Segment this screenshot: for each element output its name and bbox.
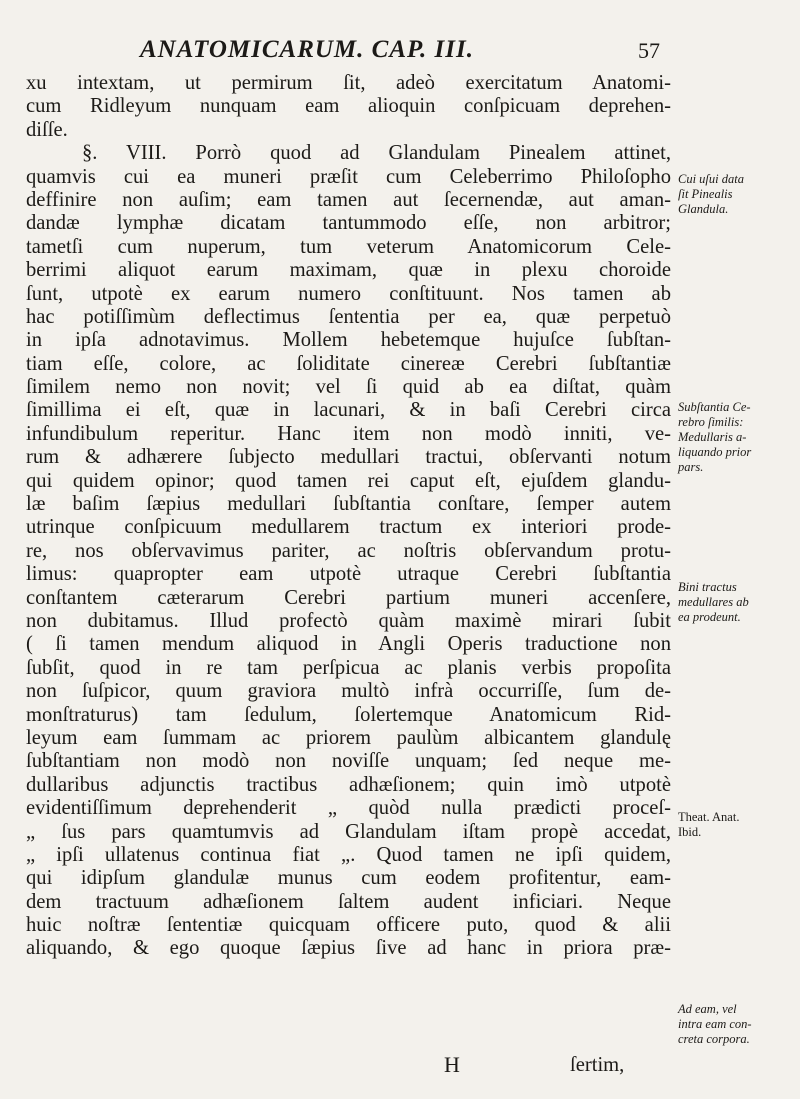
text-line: ſubſtantiam non modò non noviſſe unquam; ſed neque me- — [26, 750, 671, 773]
text-line: in ipſa adnotavimus. Mollem hebetemque hujuſce ſubſtan- — [26, 329, 671, 352]
text-line: ( ſi tamen mendum aliquod in Angli Operis traductione non — [26, 633, 671, 656]
text-line: qui quidem opinor; quod tamen rei caput eſt, ejuſdem glandu- — [26, 469, 671, 492]
text-line: monſtraturus) tam ſedulum, ſolertemque Anatomicum Rid- — [26, 703, 671, 726]
text-line: aliquando, & ego quoque ſæpius ſive ad hanc in priora præ- — [26, 937, 671, 960]
text-line: diſſe. — [26, 118, 68, 141]
page-footer — [0, 1052, 800, 1082]
signature-mark: H — [444, 1052, 460, 1077]
text-line: leyum eam ſummam ac priorem paulùm albicantem glandulę — [26, 726, 671, 749]
main-text-block — [26, 72, 671, 961]
margin-note-substance: Subſtantia Ce- rebro ſimilis: Medullaris a- liquando prior pars. — [678, 400, 752, 474]
text-line: dandæ lymphæ dicatam tantummodo eſſe, non arbitror; — [26, 212, 671, 235]
text-line: xu intextam, ut permirum ſit, adeò exercitatum Anatomi- — [26, 72, 671, 94]
text-line: §. VIII. Porrò quod ad Glandulam Pinealem attinet, — [82, 142, 671, 165]
running-head: ANATOMICARUM. CAP. III. — [140, 36, 474, 63]
text-line: hac potiſſimùm deflectimus ſententia per ea, quæ perpetuò — [26, 305, 671, 328]
text-line: „ ipſi ullatenus continua fiat „. Quod tamen ne ipſi quidem, — [26, 843, 671, 866]
text-line: ſubſit, quod in re tam perſpicua ac planis verbis propoſita — [26, 656, 671, 679]
text-line: infundibulum reperitur. Hanc item non modò inniti, ve- — [26, 422, 671, 445]
text-line: dem tractuum adhæſionem ſaltem audent inficiari. Neque — [26, 890, 671, 913]
text-line: dullaribus adjunctis tractibus adhæſionem; quin imò utpotè — [26, 773, 671, 796]
text-line: læ baſim ſæpius medullari ſubſtantia conſtare, ſemper autem — [26, 493, 671, 516]
margin-note-concretions: Ad eam, vel intra eam con- creta corpora. — [678, 1002, 752, 1046]
text-line: huic noſtræ ſententiæ quicquam officere puto, quod & alii — [26, 914, 671, 937]
text-line: conſtantem cæterarum Cerebri partium muneri accenſere, — [26, 586, 671, 609]
margin-note-reference: Theat. Anat. Ibid. — [678, 810, 740, 839]
text-line: deffinire non auſim; eam tamen aut ſecernendæ, aut aman- — [26, 188, 671, 211]
text-line: tiam eſſe, colore, ac ſoliditate cinereæ Cerebri ſubſtantiæ — [26, 352, 671, 375]
text-line: evidentiſſimum deprehenderit „ quòd nulla prædicti proceſ- — [26, 797, 671, 820]
page-number: 57 — [638, 38, 660, 63]
text-line: quamvis cui ea muneri præſit cum Celeberrimo Philoſopho — [26, 165, 671, 188]
text-line: ſimillima ei eſt, quæ in lacunari, & in baſi Cerebri circa — [26, 399, 671, 422]
text-line: utrinque conſpicuum medullarem tractum ex interiori prode- — [26, 516, 671, 539]
text-line: non dubitamus. Illud profectò quàm maximè mirari ſubit — [26, 609, 671, 632]
text-line: berrimi aliquot earum maximam, quæ in plexu choroide — [26, 259, 671, 282]
text-line: qui idipſum glandulæ munus cum eodem profitentur, eam- — [26, 867, 671, 890]
text-line: rum & adhærere ſubjecto medullari tractui, obſervanti notum — [26, 446, 671, 469]
page-header — [140, 36, 660, 70]
text-line: „ ſus pars quamtumvis ad Glandulam iſtam propè accedat, — [26, 820, 671, 843]
catchword: ſertim, — [570, 1054, 625, 1076]
text-line: ſunt, utpotè ex earum numero conſtituunt. Nos tamen ab — [26, 282, 671, 305]
text-line: cum Ridleyum nunquam eam alioquin conſpicuam deprehen- — [26, 95, 671, 118]
margin-note-pineal-function: Cui uſui data ſit Pinealis Glandula. — [678, 172, 744, 216]
text-line: limus: quapropter eam utpotè utraque Cerebri ſubſtantia — [26, 563, 671, 586]
text-line: re, nos obſervavimus pariter, ac noſtris obſervandum protu- — [26, 539, 671, 562]
text-line: non ſuſpicor, quum graviora multò infrà occurriſſe, ſum de- — [26, 680, 671, 703]
text-line: ſimilem nemo non novit; vel ſi quid ab ea diſtat, quàm — [26, 376, 671, 399]
text-line: tametſi cum nuperum, tum veterum Anatomicorum Cele- — [26, 235, 671, 258]
margin-note-medullary-tracts: Bini tractus medullares ab ea prodeunt. — [678, 580, 749, 624]
